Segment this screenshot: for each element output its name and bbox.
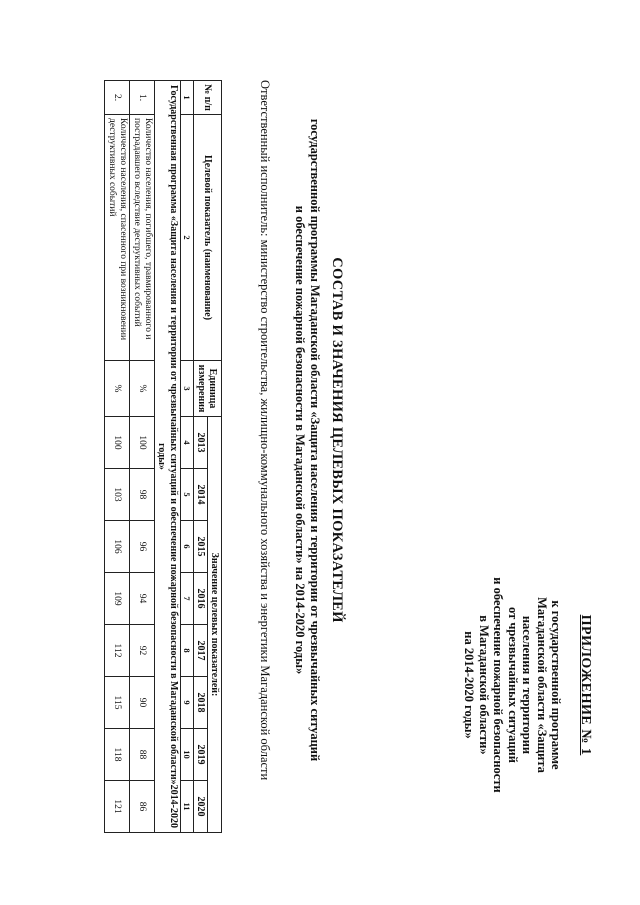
indicator-name: Количество населения, спасенного при возникновении деструктивных событий — [105, 115, 130, 361]
column-number: 8 — [181, 625, 194, 677]
appendix-line: на 2014-2020 годы» — [462, 631, 477, 739]
year-header: 2015 — [194, 521, 208, 573]
indicator-value: 98 — [130, 469, 155, 521]
indicator-value: 86 — [130, 781, 155, 833]
header-indicator-name: Целевой показатель (наименование) — [194, 115, 222, 361]
column-number: 10 — [181, 729, 194, 781]
indicator-value: 118 — [105, 729, 130, 781]
header-unit: Единица измерения — [194, 361, 222, 417]
appendix-line: в Магаданской области» — [477, 615, 491, 755]
indicator-value: 96 — [130, 521, 155, 573]
document-subtitle-line: и обеспечение пожарной безопасности в Магаданской области» на 2014-2020 годы» — [293, 205, 307, 675]
indicator-value: 100 — [105, 417, 130, 469]
year-header: 2014 — [194, 469, 208, 521]
appendix-line: от чрезвычайных ситуаций — [506, 607, 520, 763]
indicator-value: 90 — [130, 677, 155, 729]
year-header: 2013 — [194, 417, 208, 469]
column-number: 11 — [181, 781, 194, 833]
indicator-unit: % — [105, 361, 130, 417]
appendix-line: Магаданской области «Защита — [535, 597, 549, 773]
appendix-title: ПРИЛОЖЕНИЕ № 1 — [578, 614, 593, 756]
appendix-line: и обеспечение пожарной безопасности — [491, 577, 506, 793]
section-row — [155, 81, 181, 833]
column-number: 1 — [181, 81, 194, 115]
indicator-value: 88 — [130, 729, 155, 781]
column-number: 6 — [181, 521, 194, 573]
indicator-value: 94 — [130, 573, 155, 625]
row-number: 2. — [105, 81, 130, 115]
year-header: 2016 — [194, 573, 208, 625]
year-header: 2017 — [194, 625, 208, 677]
header-values: Значение целевых показателей: — [208, 417, 222, 833]
appendix-line: населения и территории — [520, 615, 535, 755]
column-number: 2 — [181, 115, 194, 361]
column-number: 7 — [181, 573, 194, 625]
table-row — [105, 81, 130, 833]
column-number: 4 — [181, 417, 194, 469]
appendix-block — [462, 520, 592, 850]
column-number: 3 — [181, 361, 194, 417]
column-number: 9 — [181, 677, 194, 729]
indicator-name: Количество населения, погибшего, травмированного и пострадавшего вследствие деструктивных событий — [130, 115, 155, 361]
row-number: 1. — [130, 81, 155, 115]
indicators-table — [104, 80, 222, 833]
year-header: 2020 — [194, 781, 208, 833]
column-number: 5 — [181, 469, 194, 521]
year-header: 2018 — [194, 677, 208, 729]
program-section-title: Государственная программа «Защита населения и территории от чрезвычайных ситуаций и обеспечение пожарной безопасности в Магаданской области»2014-2020 годы» — [155, 81, 181, 833]
indicator-value: 115 — [105, 677, 130, 729]
indicator-value: 112 — [105, 625, 130, 677]
year-header: 2019 — [194, 729, 208, 781]
appendix-line: к государственной программе — [549, 600, 564, 770]
document-title: СОСТАВ И ЗНАЧЕНИЯ ЦЕЛЕВЫХ ПОКАЗАТЕЛЕЙ — [329, 257, 345, 623]
header-no: № п/п — [194, 81, 222, 115]
indicator-value: 103 — [105, 469, 130, 521]
column-number-row — [181, 81, 194, 833]
indicator-value: 106 — [105, 521, 130, 573]
table-header-row — [208, 81, 222, 833]
document-titles — [292, 40, 345, 840]
responsible-executor: Ответственный исполнитель: министерство строительства, жилищно-коммунального хозяйства и энергетики Магаданской области — [258, 80, 272, 781]
indicator-value: 100 — [130, 417, 155, 469]
indicator-value: 92 — [130, 625, 155, 677]
indicator-unit: % — [130, 361, 155, 417]
indicator-value: 109 — [105, 573, 130, 625]
table-row — [130, 81, 155, 833]
document-subtitle-line: государственной программы Магаданской области «Защита населения и территории от чрезвычайных ситуаций — [308, 118, 322, 762]
indicator-value: 121 — [105, 781, 130, 833]
